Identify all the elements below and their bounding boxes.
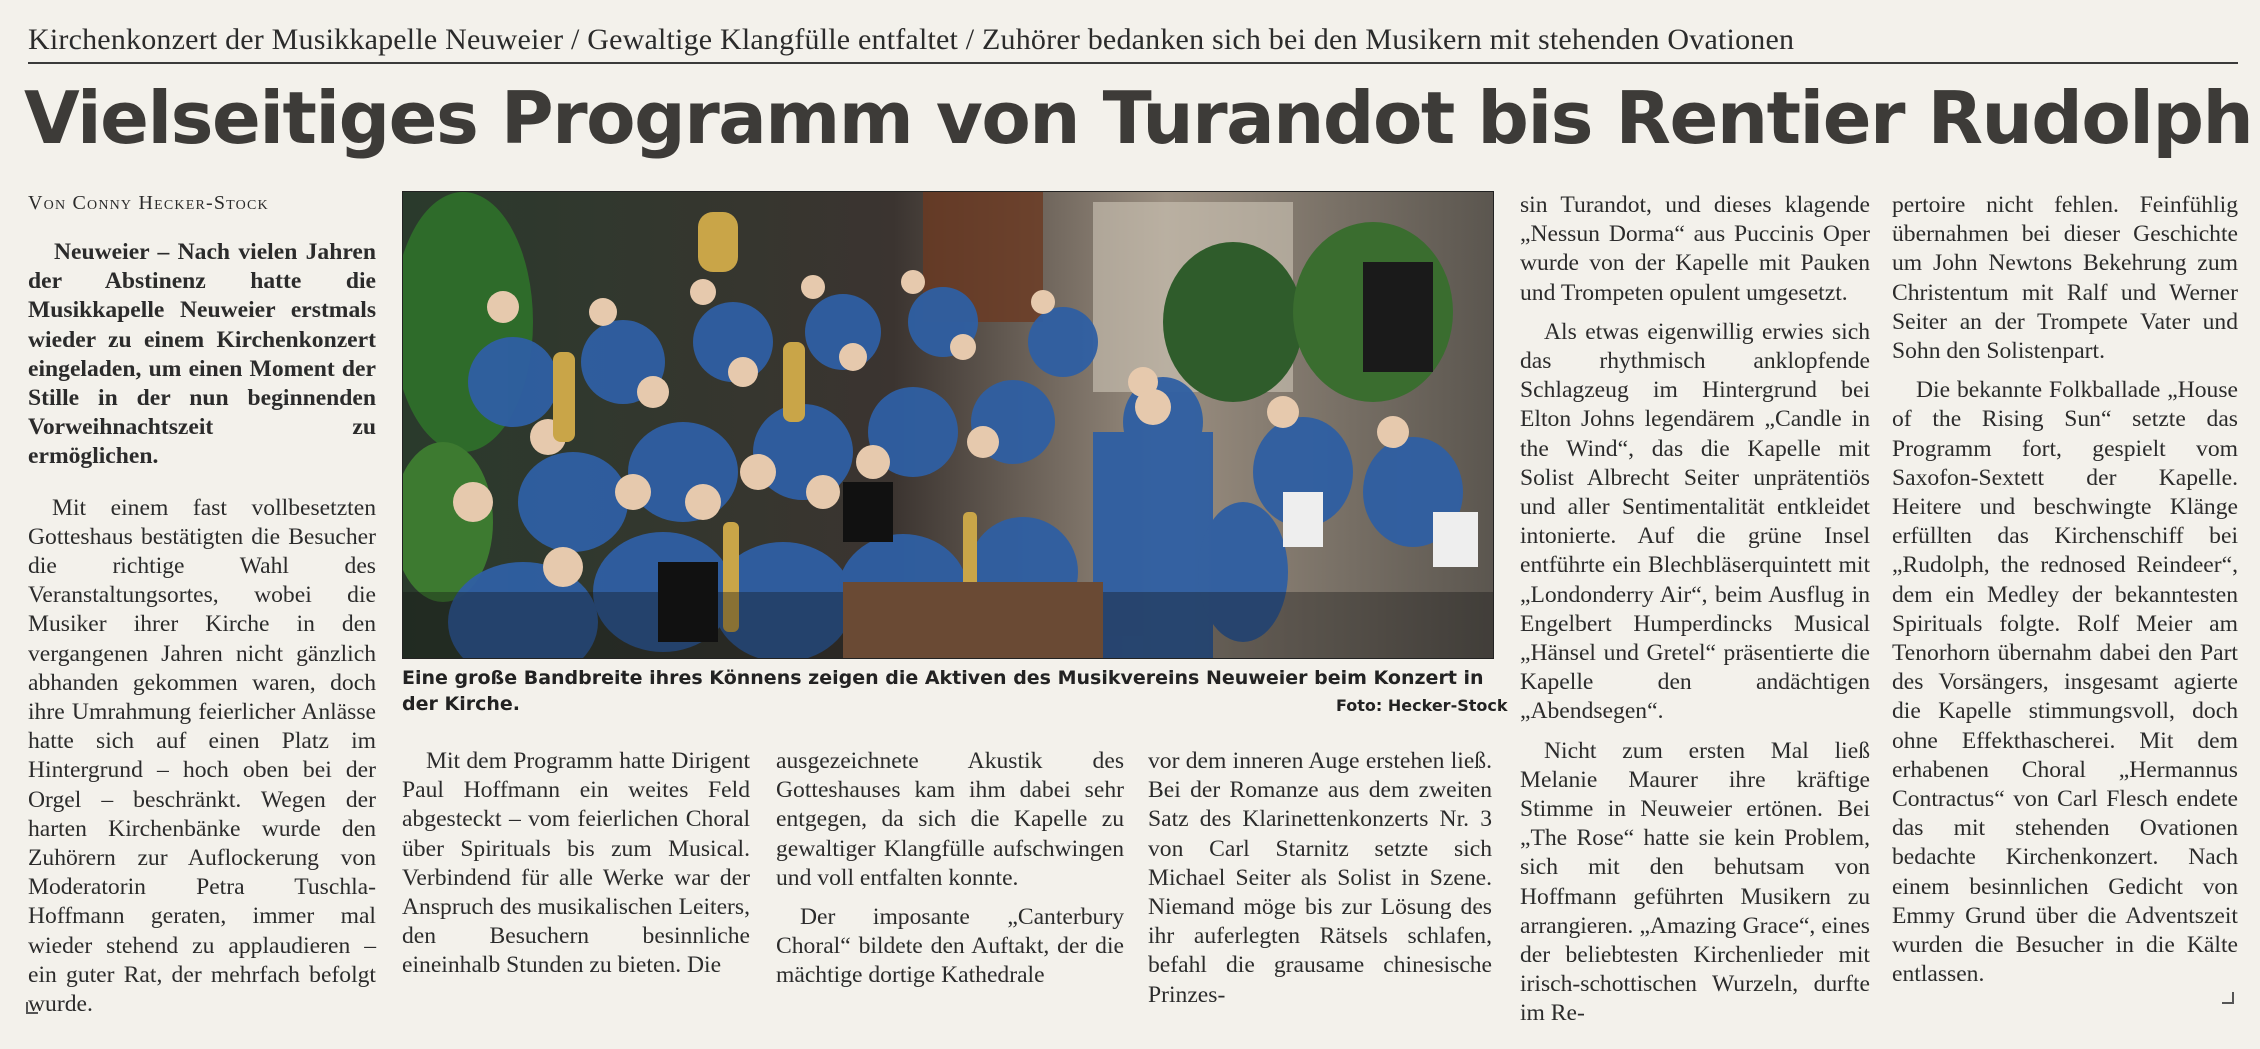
photo-credit: Foto: Hecker-Stock (1336, 696, 1508, 715)
paragraph: Als etwas eigenwillig erwies sich das rhythmisch anklopfende Schlagzeug im Hintergrund bei Elton Johns legendärem „Candle in the Wind“, das die Kapelle mit Solist Albrecht Seiter unprätentiös und aller Sentimentalität entkleidet intonierte. Auf die grüne Insel entführte ein Blechbläserquintett mit „Londonderry Air“, beim Ausflug in Engelbert Humperdincks Musical „Hänsel und Gretel“ präsentierte die Kapelle den andächtigen „Abendsegen“. (1520, 318, 1870, 725)
article-headline: Vielseitiges Programm von Turandot bis Rentier Rudolph (24, 76, 2253, 160)
paragraph: ausgezeichnete Akustik des Gotteshauses kam ihm dabei sehr entgegen, da sich die Kapelle zu gewaltiger Klangfülle aufschwingen und voll entfalten konnte. (776, 748, 1124, 891)
crop-mark-bottom-right (2222, 992, 2234, 1004)
article-byline: Von Conny Hecker-Stock (28, 192, 269, 214)
paragraph: Der imposante „Canterbury Choral“ bildete den Auftakt, der die mächtige dortige Kathedrale (776, 904, 1124, 989)
text-column-5 (1520, 191, 1870, 1039)
paragraph: Die bekannte Folkballade „House of the Rising Sun“ setzte das Programm fort, gespielt vom Saxofon-Sextett der Kapelle. Heitere und beschwingte Klänge erfüllten das Kirchenschiff bei „Rudolph, the rednosed Reindeer“, dem ein Medley der bekanntesten Spirituals folgte. Rolf Meier am Tenorhorn übernahm dabei den Part des Vorsängers, insgesamt agierte die Kapelle stimmungsvoll, doch ohne Effekthascherei. Mit dem erhabenen Choral „Hermannus Contractus“ von Carl Flesch endete das mit stehenden Ovationen bedachte Kirchenkonzert. Nach einem besinnlichen Gedicht von Emmy Grund über die Adventszeit wurden die Besucher in die Kälte entlassen. (1892, 377, 2238, 988)
band-concert-photo (402, 191, 1494, 659)
photo-caption: Eine große Bandbreite ihres Könnens zeigen die Aktiven des Musikvereins Neuweier beim Konzert in der Kirche. (402, 667, 1484, 715)
paragraph: pertoire nicht fehlen. Feinfühlig übernahmen bei dieser Geschichte um John Newtons Bekehrung zum Christentum mit Ralf und Werner Seiter an der Trompete Vater und Sohn den Solistenpart. (1892, 192, 2238, 365)
paragraph: Mit einem fast vollbesetzten Gotteshaus bestätigten die Besucher die richtige Wahl des Veranstaltungsortes, wobei die Musiker ihrer Kirche in den vergangenen Jahren nicht gänzlich abhanden gekommen waren, doch ihre Umrahmung feierlicher Anlässe hatte sich auf einen Platz im Hintergrund – hoch oben bei der Orgel – beschränkt. Wegen der harten Kirchenbänke wurde den Zuhörern zur Auflockerung von Moderatorin Petra Tuschla-Hoffmann geraten, immer mal wieder stehend zu applaudieren – ein guter Rat, der mehrfach befolgt wurde. (28, 494, 376, 1018)
article-kicker: Kirchenkonzert der Musikkapelle Neuweier / Gewaltige Klangfülle entfaltet / Zuhörer bedanken sich bei den Musikern mit stehenden Ovationen (28, 22, 2238, 64)
crop-mark-bottom-left (26, 1002, 38, 1014)
lead-paragraph: Neuweier – Nach vielen Jahren der Abstinenz hatte die Musikkapelle Neuweier erstmals wieder zu einem Kirchenkonzert eingeladen, um einen Moment der Stille in der nun beginnenden Vorweihnachtszeit zu ermöglichen. (28, 239, 376, 470)
text-column-4 (1148, 747, 1492, 1020)
paragraph: sin Turandot, und dieses klagende „Nessun Dorma“ aus Puccinis Oper wurde von der Kapelle mit Pauken und Trompeten opulent umgesetzt. (1520, 192, 1870, 306)
paragraph: Nicht zum ersten Mal ließ Melanie Maurer ihre kräftige Stimme in Neuweier ertönen. Bei „The Rose“ hatte sie kein Problem, sich mit den behutsam von Hoffmann geführten Musikern zu arrangieren. „Amazing Grace“, eines der beliebtesten Kirchenlieder mit irisch-schottischen Wurzeln, durfte im Re- (1520, 737, 1870, 1027)
text-column-2 (402, 747, 750, 991)
paragraph: vor dem inneren Auge erstehen ließ. Bei der Romanze aus dem zweiten Satz des Klarinettenkonzerts Nr. 3 von Carl Starnitz setzte sich Michael Seiter als Solist in Szene. Niemand möge bis zur Lösung des ihr auferlegten Rätsels schlafen, befahl die grausame chinesische Prinzes- (1148, 748, 1492, 1008)
text-column-3 (776, 747, 1124, 1001)
text-column-1 (28, 238, 376, 1029)
text-column-6 (1892, 191, 2238, 999)
paragraph: Mit dem Programm hatte Dirigent Paul Hoffmann ein weites Feld abgesteckt – vom feierlichen Choral über Spirituals bis zum Musical. Verbindend für alle Werke war der Anspruch des musikalischen Leiters, den Besuchern besinnliche eineinhalb Stunden zu bieten. Die (402, 748, 750, 979)
